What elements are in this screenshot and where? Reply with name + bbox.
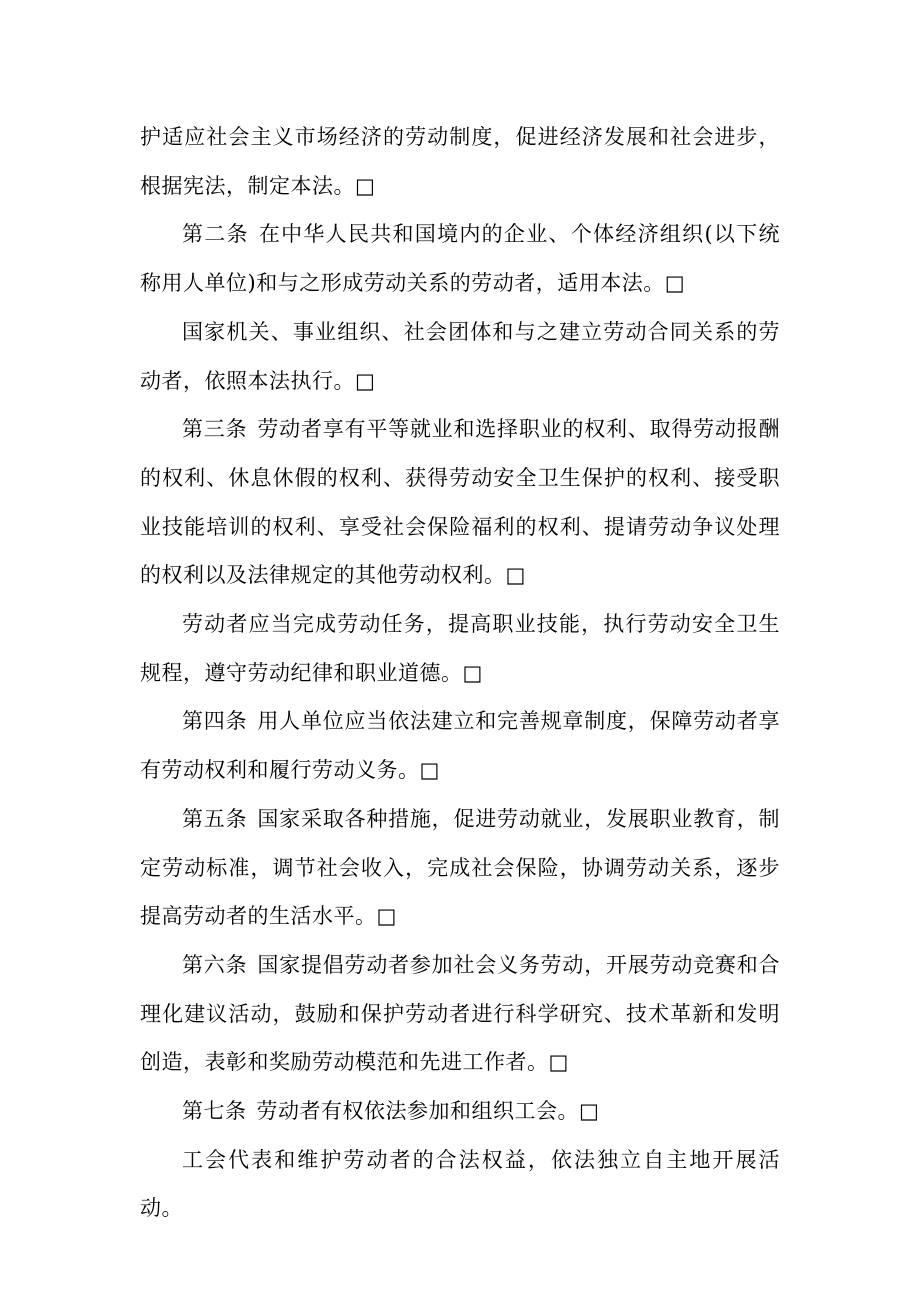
paragraph-text: 工会代表和维护劳动者的合法权益，依法独立自主地开展活动。 xyxy=(140,1147,780,1221)
paragraph-text: 劳动者有权依法参加和组织工会。□ xyxy=(256,1099,600,1124)
paragraph-text: 在中华人民共和国境内的企业、个体经济组织(以下统称用人单位)和与之形成劳动关系的劳动者，适用本法。□ xyxy=(140,222,780,296)
article-number: 第五条 xyxy=(182,806,248,831)
paragraph-article-4 xyxy=(140,697,780,794)
paragraph-text: 国家机关、事业组织、社会团体和与之建立劳动合同关系的劳动者，依照本法执行。□ xyxy=(140,319,780,393)
paragraph-article-2-clause-2 xyxy=(140,308,780,405)
paragraph-text: 国家采取各种措施，促进劳动就业，发展职业教育，制定劳动标准，调节社会收入，完成社会保险，协调劳动关系，逐步提高劳动者的生活水平。□ xyxy=(140,806,781,929)
document-body xyxy=(140,113,780,1233)
article-number: 第六条 xyxy=(182,952,248,977)
paragraph-article-2 xyxy=(140,210,780,307)
paragraph-text: 劳动者应当完成劳动任务，提高职业技能，执行劳动安全卫生规程，遵守劳动纪律和职业道德。□ xyxy=(140,612,780,685)
paragraph-text: 劳动者享有平等就业和选择职业的权利、取得劳动报酬的权利、休息休假的权利、获得劳动安全卫生保护的权利、接受职业技能培训的权利、享受社会保险福利的权利、提请劳动争议处理的权利以及法律规定的其他劳动权利。□ xyxy=(140,417,781,588)
paragraph-text: 用人单位应当依法建立和完善规章制度，保障劳动者享有劳动权利和履行劳动义务。□ xyxy=(140,709,781,783)
article-number: 第三条 xyxy=(182,417,248,442)
paragraph-article-3-clause-2 xyxy=(140,600,780,697)
paragraph-article-3 xyxy=(140,405,780,600)
article-number: 第七条 xyxy=(182,1099,247,1124)
article-number: 第四条 xyxy=(182,709,248,734)
paragraph-article-7 xyxy=(140,1087,780,1136)
paragraph-preamble-continuation xyxy=(140,113,780,210)
article-number: 第二条 xyxy=(182,222,249,247)
paragraph-text: 国家提倡劳动者参加社会义务劳动，开展劳动竞赛和合理化建议活动，鼓励和保护劳动者进行科学研究、技术革新和发明创造，表彰和奖励劳动模范和先进工作者。□ xyxy=(140,952,781,1075)
paragraph-article-7-clause-2 xyxy=(140,1136,780,1233)
paragraph-article-5 xyxy=(140,795,780,941)
paragraph-text: 护适应社会主义市场经济的劳动制度，促进经济发展和社会进步，根据宪法，制定本法。□ xyxy=(140,125,780,198)
paragraph-article-6 xyxy=(140,941,780,1087)
